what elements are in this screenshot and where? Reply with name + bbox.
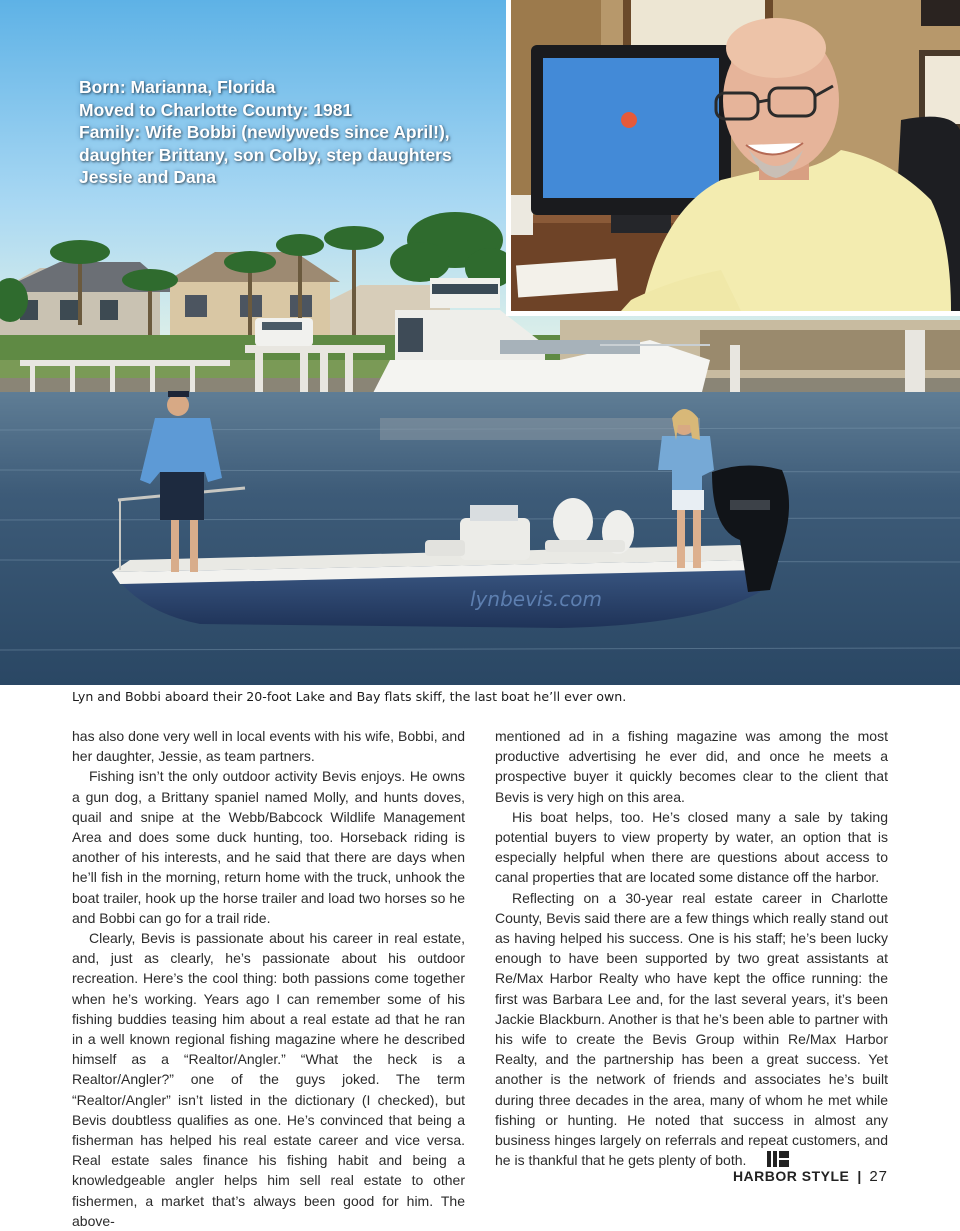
footer-separator: | <box>857 1168 862 1184</box>
article-paragraph: His boat helps, too. He’s closed many a sale by taking potential buyers to view property by water, an option that is especially helpful when there are questions about access to canal properties that are located some distance off the harbor. <box>495 808 888 886</box>
article-paragraph: Clearly, Bevis is passionate about his career in real estate, and, just as clearly, he’s passionate about his outdoor recreation. Here’s the cool thing: both passions come together when he’s working. Years ago I can remember some of his fishing buddies teasing him about a real estate ad that he ran in a well known regional fishing magazine where he described himself as a “Realtor/Angler.” “What the heck is a Realtor/Angler?” one of the guys joked. The term “Realtor/Angler” isn’t listed in the dictionary (I checked), but Bevis doubtless qualifies as one. He’s convinced that being a fisherman has helped his real estate career and vice versa. Real estate sales finance his fishing habit and being a knowledgeable angler helps him sell real estate to other fishermen, a market that’s always been good for him. The above- <box>72 930 465 1229</box>
moved-fact: Moved to Charlotte County: 1981 <box>79 99 353 120</box>
small-yacht <box>255 318 313 346</box>
article-paragraph: has also done very well in local events with his wife, Bobbi, and her daughter, Jessie, as team partners. <box>72 728 465 765</box>
svg-text:lynbevis.com: lynbevis.com <box>470 587 602 611</box>
family-fact: Family: Wife Bobbi (newlyweds since April!), daughter Brittany, son Colby, step daughters Jessie and Dana <box>79 122 452 187</box>
article-column-right <box>495 726 888 1172</box>
profile-facts-box <box>79 76 479 189</box>
article-paragraph: mentioned ad in a fishing magazine was among the most productive advertising he ever did, and once he meets a prospective buyer it quickly becomes clear to the client that Bevis is very high on this area. <box>495 728 888 805</box>
publication-name: HARBOR STYLE <box>732 1168 850 1184</box>
article-paragraph-final <box>495 888 888 1173</box>
article-paragraph-text: Reflecting on a 30-year real estate career in Charlotte County, Bevis said there are a few things which really stand out as having helped his success. One is his staff; he’s been lucky enough to have been supported by two great assistants at Re/Max Harbor Realty who have kept the office running: the first was Barbara Lee and, for the last several years, it’s been Jackie Blackburn. Another is that he’s been able to partner with his wife to create the Bevis Group within Re/Max Harbor Realty, and the partnership has been a great success. Yet another is the network of friends and associates he’s built during three decades in the area, many of whom he met while fishing or hunting. He noted that success in almost any business hinges largely on referrals and repeat customers, and he is thankful that he gets plenty of both. <box>495 889 888 1169</box>
office-portrait-photo <box>506 0 960 316</box>
born-fact: Born: Marianna, Florida <box>79 77 276 97</box>
page-number: 27 <box>869 1168 888 1185</box>
article-column-left <box>72 726 465 1231</box>
article-paragraph: Fishing isn’t the only outdoor activity Bevis enjoys. He owns a gun dog, a Brittany spaniel named Molly, and hunts doves, quail and snipe at the Webb/Babcock Wildlife Management Area and does some duck hunting, too. Horseback riding is another of his interests, and he said that there are days when he’ll fish in the morning, return home with the truck, unhook the boat trailer, hook up the horse trailer and load two horses so he and Bobbi can go for a trail ride. <box>72 768 465 926</box>
photo-caption: Lyn and Bobbi aboard their 20-foot Lake and Bay flats skiff, the last boat he’ll ever own. <box>72 689 627 704</box>
page-footer <box>733 1168 888 1185</box>
